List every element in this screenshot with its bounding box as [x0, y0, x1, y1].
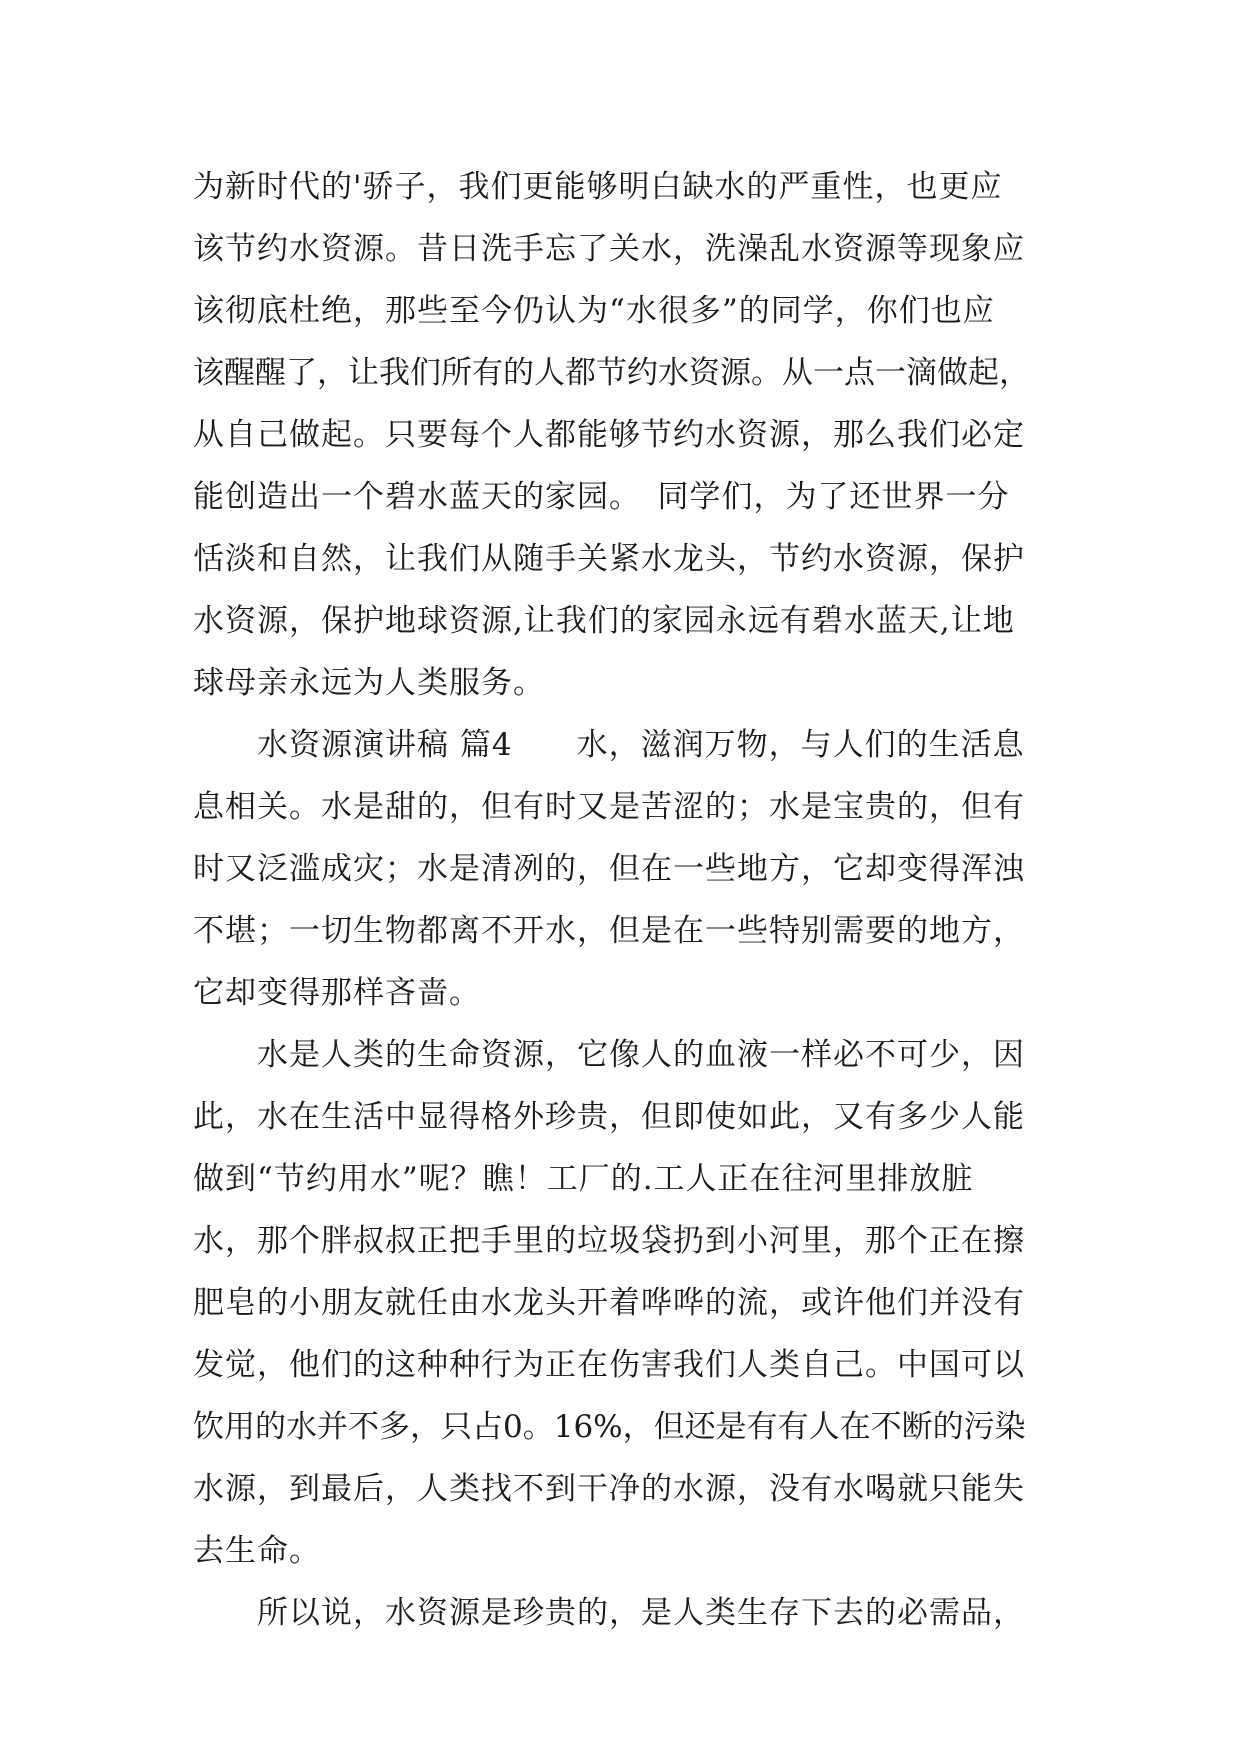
text-line: 从自己做起。只要每个人都能够节约水资源，那么我们必定: [193, 417, 1025, 453]
text-line: 能创造出一个碧水蓝天的家园。 同学们，为了还世界一分: [193, 479, 1010, 515]
text-line: 水，那个胖叔叔正把手里的垃圾袋扔到小河里，那个正在擦: [193, 1223, 1025, 1259]
text-line: 它却变得那样吝啬。: [193, 975, 481, 1011]
text-line: 该彻底杜绝，那些至今仍认为“水很多”的同学，你们也应: [193, 293, 995, 329]
text-line: 球母亲永远为人类服务。: [193, 665, 545, 701]
text-line: 水资源，保护地球资源,让我们的家园永远有碧水蓝天,让地: [193, 603, 1015, 639]
text-line: 此，水在生活中显得格外珍贵，但即使如此，又有多少人能: [193, 1099, 1025, 1135]
text-line: 水源，到最后，人类找不到干净的水源，没有水喝就只能失: [193, 1471, 1025, 1507]
text-line: 水是人类的生命资源，它像人的血液一样必不可少，因: [193, 1037, 1025, 1073]
text-line: 时又泛滥成灾；水是清冽的，但在一些地方，它却变得浑浊: [193, 851, 1025, 887]
body-text: [193, 156, 1053, 1644]
text-line: 去生命。: [193, 1533, 321, 1569]
text-line: 发觉，他们的这种种行为正在伤害我们人类自己。中国可以: [193, 1347, 1025, 1383]
text-line: 该节约水资源。昔日洗手忘了关水，洗澡乱水资源等现象应: [193, 231, 1025, 267]
text-line: 饮用的水并不多，只占0。16%，但还是有有人在不断的污染: [193, 1409, 1026, 1445]
text-line: 做到“节约用水”呢？瞧！工厂的.工人正在往河里排放脏: [193, 1161, 974, 1197]
text-line: 水资源演讲稿 篇4 水，滋润万物，与人们的生活息: [193, 727, 1025, 763]
text-line: 不堪；一切生物都离不开水，但是在一些特别需要的地方，: [193, 913, 1025, 949]
text-line: 为新时代的'骄子，我们更能够明白缺水的严重性，也更应: [193, 169, 1003, 205]
text-line: 该醒醒了，让我们所有的人都节约水资源。从一点一滴做起，: [193, 355, 1030, 391]
text-line: 恬淡和自然，让我们从随手关紧水龙头，节约水资源，保护: [193, 541, 1025, 577]
text-line: 息相关。水是甜的，但有时又是苦涩的；水是宝贵的，但有: [193, 789, 1025, 825]
text-line: 所以说，水资源是珍贵的，是人类生存下去的必需品，: [193, 1595, 1025, 1631]
text-line: 肥皂的小朋友就任由水龙头开着哗哗的流，或许他们并没有: [193, 1285, 1025, 1321]
